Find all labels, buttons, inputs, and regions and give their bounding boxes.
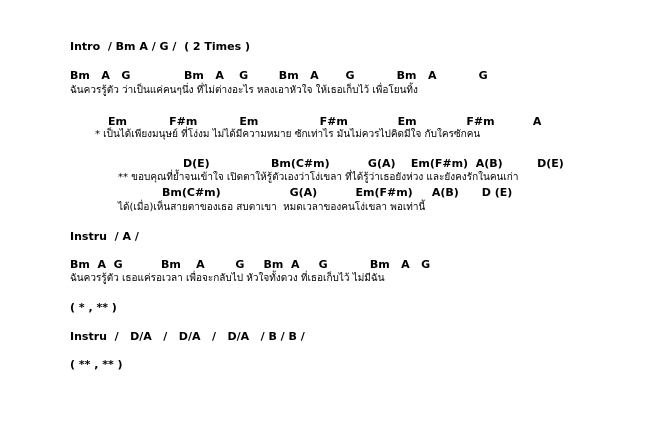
- chorus1-chords: Em F#m Em F#m Em F#m A: [108, 115, 542, 128]
- repeat-line-2: ( ** , ** ): [70, 358, 123, 371]
- chorus2-lyrics-1: ** ขอบคุณที่ย้ำจนเข้าใจ เปิดตาให้รู้ตัวเองว่าโง่เขลา ที่ได้รู้ว่าเธอยังห่วง และยังคงรักในคนเก่า: [118, 172, 519, 183]
- instru-line-2: Instru / D/A / D/A / D/A / B / B /: [70, 330, 305, 343]
- chorus1-lyrics: * เป็นได้เพียงมนุษย์ ที่โง่งม ไม่ได้มีความหมาย ซักเท่าไร มันไม่ควรไปคิดมีใจ กับใครซักคน: [95, 129, 481, 140]
- verse1-lyrics: ฉันควรรู้ตัว ว่าเป็นแค่คนๆนึ่ง ที่ไม่ต่างอะไร หลงเอาหัวใจ ให้เธอเก็บไว้ เพื่อโยนทิ้ง: [70, 85, 418, 96]
- chorus2-chords-1: D(E) Bm(C#m) G(A) Em(F#m) A(B) D(E): [183, 157, 564, 170]
- intro-line: Intro / Bm A / G / ( 2 Times ): [70, 40, 251, 53]
- chorus2-chords-2: Bm(C#m) G(A) Em(F#m) A(B) D (E): [162, 186, 513, 199]
- chorus2-lyrics-2: ได้(เมื่อ)เห็นสายตาของเธอ สบตาเขา หมดเวลาของคนโง่เขลา พอเท่านี้: [118, 202, 426, 213]
- repeat-line-1: ( * , ** ): [70, 301, 117, 314]
- instru-line-1: Instru / A /: [70, 230, 139, 243]
- verse2-lyrics: ฉันควรรู้ตัว เธอแค่รอเวลา เพื่อจะกลับไป หัวใจทั้งดวง ที่เธอเก็บไว้ ไม่มีฉัน: [70, 273, 385, 284]
- verse2-chords: Bm A G Bm A G Bm A G Bm A G: [70, 258, 431, 271]
- verse1-chords: Bm A G Bm A G Bm A G Bm A G: [70, 69, 488, 82]
